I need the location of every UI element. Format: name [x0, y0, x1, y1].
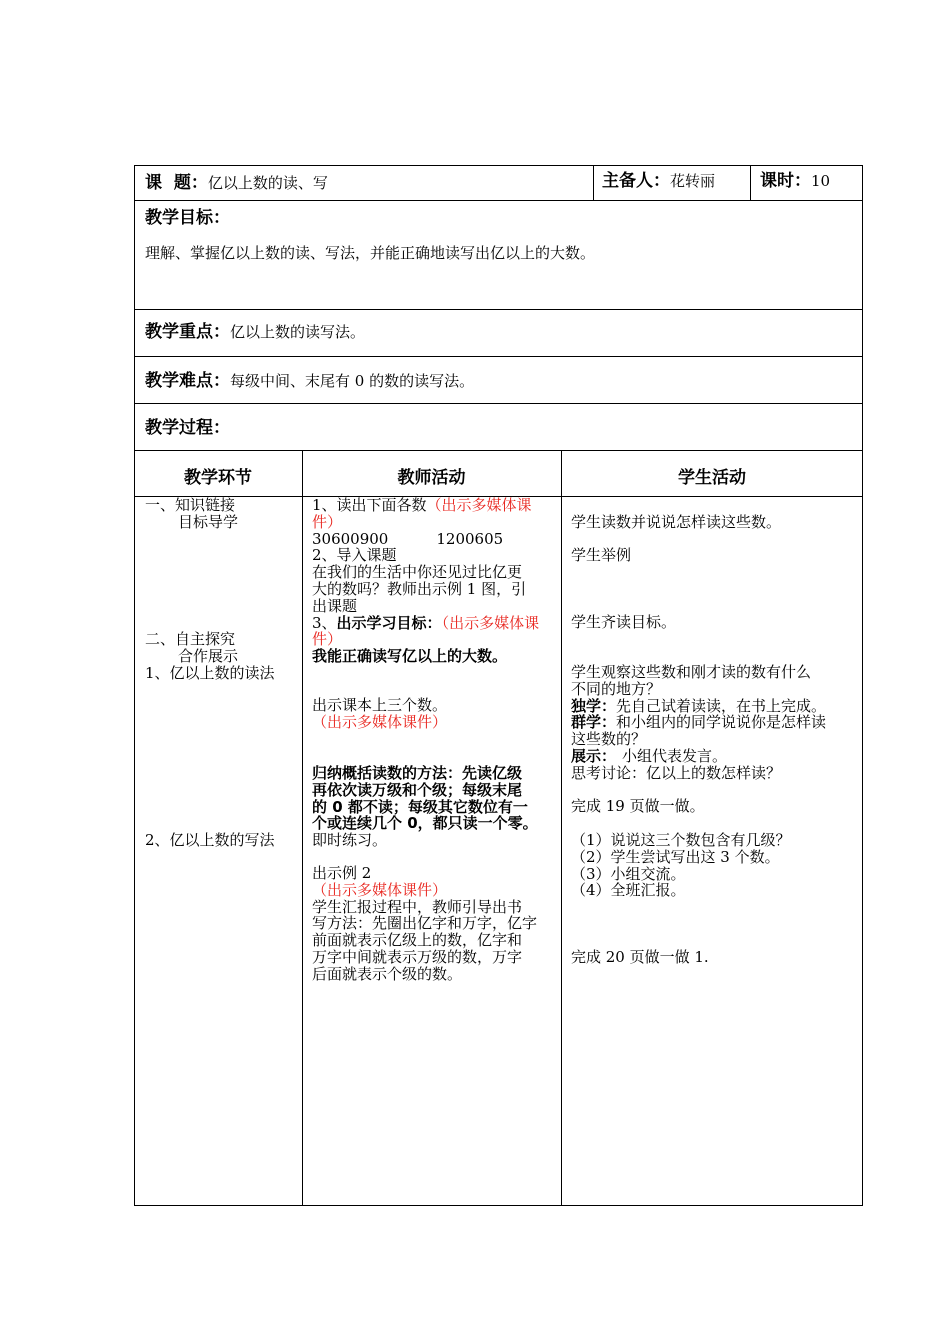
teacher-line: 在我们的生活中你还见过比亿更	[312, 563, 523, 582]
student-column	[571, 664, 826, 782]
difficulty-row	[145, 373, 474, 390]
key-point-row	[145, 324, 365, 341]
teacher-column	[312, 765, 538, 849]
key-point-label: 教学重点：	[145, 322, 230, 342]
student-column	[571, 798, 705, 815]
teacher-column	[312, 697, 447, 731]
student-line: 完成 20 页做一做 1.	[571, 948, 709, 966]
teacher-line: 前面就表示亿级上的数，亿字和	[312, 931, 523, 950]
teacher-line: 大的数吗？教师出示例 1 图，引	[312, 579, 527, 598]
teacher-line: 出示例 2	[312, 864, 372, 882]
teacher-line: 件）	[312, 512, 343, 531]
teacher-line: 出示课本上三个数。	[312, 696, 448, 714]
row-divider	[134, 200, 863, 201]
teacher-column	[312, 497, 539, 665]
teacher-line: 1、读出下面各数（出示多媒体课	[312, 496, 532, 514]
student-line: 学生读数并说说怎样读这些数。	[571, 513, 782, 531]
teacher-line: 学生汇报过程中，教师引导出书	[312, 897, 523, 916]
student-column	[571, 514, 781, 531]
col-divider	[561, 450, 562, 1206]
teacher-line: 3、出示学习目标：（出示多媒体课	[312, 613, 540, 632]
student-line: 学生举例	[571, 546, 632, 564]
student-column	[571, 614, 676, 631]
column-header-teacher: 教师活动	[397, 468, 466, 488]
difficulty-text: 每级中间、末尾有 0 的数的读写法。	[230, 372, 475, 390]
teacher-line: 我能正确读写亿以上的大数。	[312, 647, 508, 666]
teacher-line: 即时练习。	[312, 831, 388, 850]
student-line: 不同的地方？	[571, 679, 662, 698]
row-divider	[134, 403, 863, 404]
teacher-column	[312, 865, 537, 983]
col-divider	[593, 165, 594, 201]
stage-text: 目标导学	[178, 512, 239, 531]
student-line: （1）说说这三个数包含有几级？	[571, 831, 791, 849]
stage-text: 一、知识链接	[145, 496, 236, 514]
student-line: 学生观察这些数和刚才读的数有什么	[571, 663, 812, 681]
preparer-value: 花转丽	[670, 172, 716, 190]
teacher-line: （出示多媒体课件）	[312, 712, 448, 731]
teacher-line: 出课题	[312, 596, 358, 615]
student-line: （2）学生尝试写出这 3 个数。	[571, 847, 780, 866]
teacher-line: 后面就表示个级的数。	[312, 964, 463, 983]
difficulty-label: 教学难点：	[145, 371, 230, 391]
teacher-line: 个或连续几个 0，都只读一个零。	[312, 814, 538, 833]
row-divider	[134, 356, 863, 357]
student-line: 展示： 小组代表发言。	[571, 746, 728, 765]
preparer-row	[602, 173, 715, 190]
row-divider	[134, 450, 863, 451]
student-column	[571, 547, 631, 564]
topic-row	[145, 175, 328, 192]
stage-column	[145, 497, 238, 531]
process-label: 教学过程：	[145, 418, 230, 438]
column-header-stage: 教学环节	[184, 468, 252, 488]
col-divider	[302, 450, 303, 1206]
stage-text: 二、自主探究	[145, 630, 236, 648]
period-label: 课时：	[760, 171, 811, 191]
teacher-line: 归纳概括读数的方法：先读亿级	[312, 764, 523, 782]
student-line: （4）全班汇报。	[571, 881, 686, 900]
teacher-line: 件）	[312, 630, 343, 649]
period-row	[760, 173, 830, 190]
period-value: 10	[811, 172, 831, 190]
teacher-line: 再依次读万级和个级；每级末尾	[312, 780, 523, 799]
teacher-line: 30600900 1200605	[312, 529, 504, 548]
student-line: 这些数的？	[571, 730, 647, 749]
preparer-label: 主备人：	[602, 171, 670, 191]
teacher-line: 的 0 都不读；每级其它数位有一	[312, 797, 528, 816]
student-column	[571, 949, 709, 966]
row-divider	[134, 309, 863, 310]
teacher-line: （出示多媒体课件）	[312, 880, 448, 899]
student-line: 群学：和小组内的同学说说你是怎样读	[571, 713, 827, 732]
topic-value: 亿以上数的读、写	[207, 174, 328, 192]
stage-text: 合作展示	[178, 646, 239, 665]
stage-text: 1、亿以上数的读法	[145, 663, 275, 682]
column-header-student: 学生活动	[678, 468, 746, 488]
stage-column	[145, 832, 275, 849]
objective-text: 理解、掌握亿以上数的读、写法，并能正确地读写出亿以上的大数。	[145, 244, 596, 262]
student-column	[571, 832, 791, 899]
student-line: 完成 19 页做一做。	[571, 797, 705, 815]
stage-text: 2、亿以上数的写法	[145, 831, 275, 849]
col-divider	[750, 165, 751, 201]
student-line: 学生齐读目标。	[571, 613, 677, 631]
teacher-line: 写方法：先圈出亿字和万字，亿字	[312, 914, 538, 933]
student-line: 独学：先自己试着读读，在书上完成。	[571, 696, 827, 715]
objective-label: 教学目标：	[145, 208, 230, 228]
key-point-text: 亿以上数的读写法。	[230, 323, 366, 341]
student-line: 思考讨论：亿以上的数怎样读？	[571, 763, 782, 782]
student-line: （3）小组交流。	[571, 864, 686, 883]
stage-column	[145, 631, 275, 681]
teacher-line: 2、导入课题	[312, 546, 397, 565]
teacher-line: 万字中间就表示万级的数，万字	[312, 947, 523, 966]
topic-label: 课 题：	[145, 173, 208, 193]
